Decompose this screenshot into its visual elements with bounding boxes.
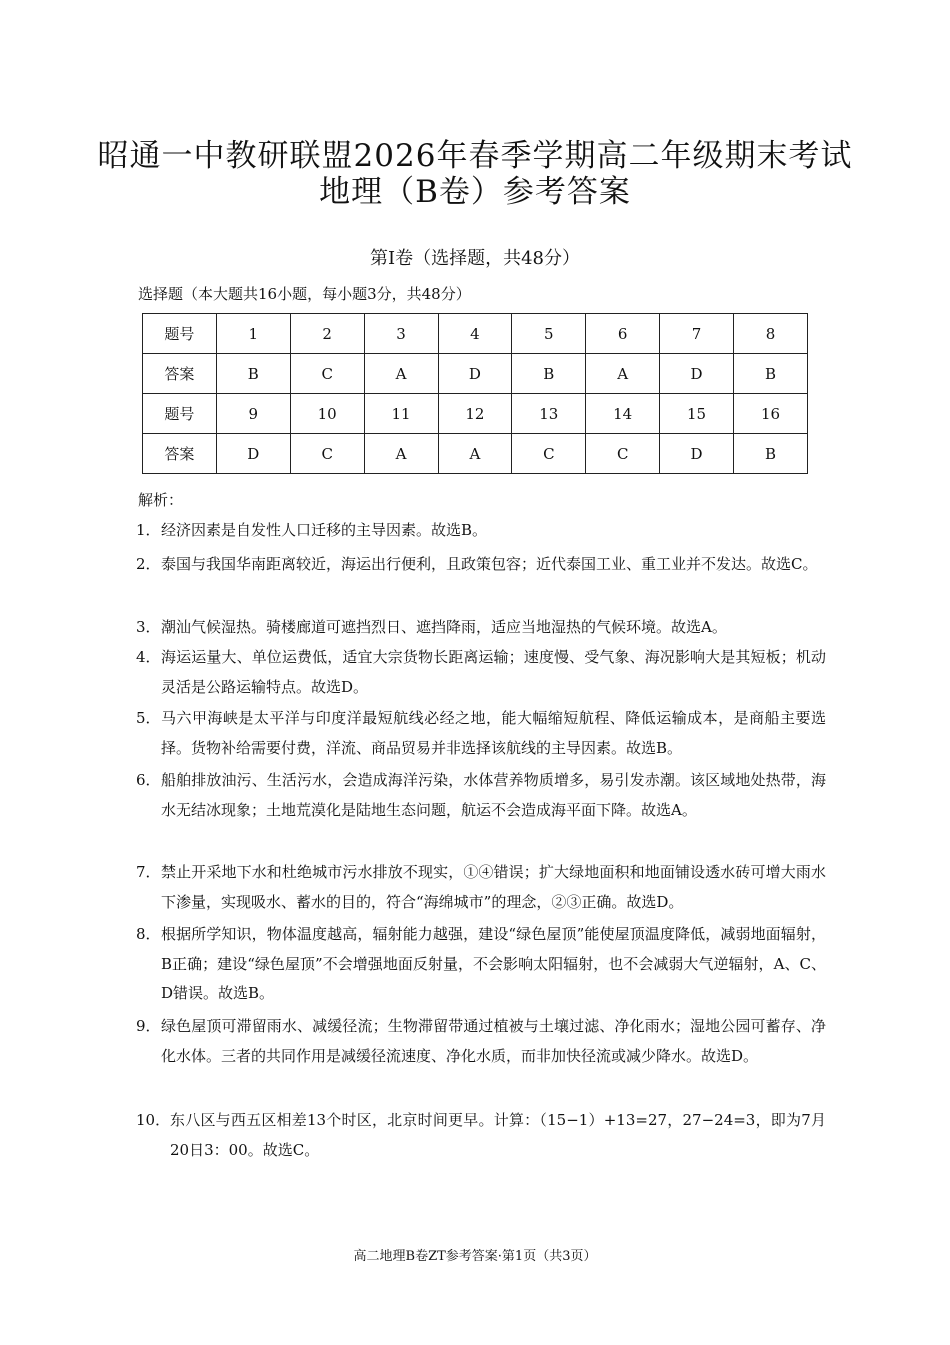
table-cell: D bbox=[660, 354, 734, 394]
exam-title: 昭通一中教研联盟2026年春季学期高二年级期末考试 bbox=[97, 138, 853, 174]
table-cell: 1 bbox=[216, 314, 290, 354]
analysis-item bbox=[136, 704, 826, 763]
table-cell: 10 bbox=[290, 394, 364, 434]
table-cell: 11 bbox=[364, 394, 438, 434]
table-cell: D bbox=[216, 434, 290, 474]
exam-subtitle: 地理（B卷）参考答案 bbox=[319, 174, 631, 210]
item-number: 3． bbox=[136, 618, 161, 636]
analysis-item bbox=[136, 550, 826, 580]
answer-table bbox=[142, 313, 808, 474]
table-cell: B bbox=[216, 354, 290, 394]
table-row bbox=[143, 434, 808, 474]
table-cell: D bbox=[438, 354, 512, 394]
table-cell: C bbox=[290, 434, 364, 474]
analysis-heading: 解析： bbox=[138, 491, 184, 509]
analysis-item bbox=[136, 766, 826, 825]
table-cell: 7 bbox=[660, 314, 734, 354]
item-text: 根据所学知识，物体温度越高，辐射能力越强，建设“绿色屋顶”能使屋顶温度降低，减弱地面辐射，B正确；建设“绿色屋顶”不会增强地面反射量，不会影响太阳辐射，也不会减弱大气逆辐射，A、C、D错误。故选B。 bbox=[161, 925, 826, 1002]
table-cell: 5 bbox=[512, 314, 586, 354]
table-cell: 9 bbox=[216, 394, 290, 434]
item-number: 9． bbox=[136, 1017, 161, 1035]
item-number: 10． bbox=[136, 1111, 171, 1129]
analysis-item bbox=[136, 613, 826, 643]
table-cell: B bbox=[734, 434, 808, 474]
table-cell: 16 bbox=[734, 394, 808, 434]
table-cell: B bbox=[512, 354, 586, 394]
table-cell: 题号 bbox=[143, 394, 217, 434]
table-cell: C bbox=[586, 434, 660, 474]
table-cell: A bbox=[364, 354, 438, 394]
analysis-item bbox=[136, 920, 826, 1009]
table-cell: 13 bbox=[512, 394, 586, 434]
table-cell: 2 bbox=[290, 314, 364, 354]
table-cell: 6 bbox=[586, 314, 660, 354]
item-text: 船舶排放油污、生活污水，会造成海洋污染，水体营养物质增多，易引发赤潮。该区域地处热带，海水无结冰现象；土地荒漠化是陆地生态问题，航运不会造成海平面下降。故选A。 bbox=[161, 771, 826, 819]
analysis-item bbox=[136, 858, 826, 917]
item-text: 海运运量大、单位运费低，适宜大宗货物长距离运输；速度慢、受气象、海况影响大是其短板；机动灵活是公路运输特点。故选D。 bbox=[161, 648, 826, 696]
analysis-item bbox=[136, 1106, 826, 1165]
table-cell: B bbox=[734, 354, 808, 394]
item-number: 1． bbox=[136, 521, 161, 539]
analysis-item bbox=[136, 1012, 826, 1071]
table-cell: 4 bbox=[438, 314, 512, 354]
item-number: 7． bbox=[136, 863, 161, 881]
table-cell: C bbox=[290, 354, 364, 394]
table-row bbox=[143, 354, 808, 394]
table-cell: C bbox=[512, 434, 586, 474]
analysis-item bbox=[136, 643, 826, 702]
analysis-item bbox=[136, 516, 826, 546]
item-text: 绿色屋顶可滞留雨水、减缓径流；生物滞留带通过植被与土壤过滤、净化雨水；湿地公园可蓄存、净化水体。三者的共同作用是减缓径流速度、净化水质，而非加快径流或减少降水。故选D。 bbox=[161, 1017, 826, 1065]
table-cell: A bbox=[364, 434, 438, 474]
table-cell: 15 bbox=[660, 394, 734, 434]
table-cell: D bbox=[660, 434, 734, 474]
section-intro: 选择题（本大题共16小题，每小题3分，共48分） bbox=[138, 285, 471, 303]
table-row bbox=[143, 314, 808, 354]
item-number: 2． bbox=[136, 555, 161, 573]
item-text: 马六甲海峡是太平洋与印度洋最短航线必经之地，能大幅缩短航程、降低运输成本，是商船主要选择。货物补给需要付费，洋流、商品贸易并非选择该航线的主导因素。故选B。 bbox=[161, 709, 826, 757]
table-cell: A bbox=[586, 354, 660, 394]
item-number: 8． bbox=[136, 925, 161, 943]
table-cell: 答案 bbox=[143, 434, 217, 474]
table-cell: 3 bbox=[364, 314, 438, 354]
table-cell: 14 bbox=[586, 394, 660, 434]
page-footer: 高二地理B卷ZT参考答案·第1页（共3页） bbox=[353, 1249, 597, 1264]
table-row bbox=[143, 394, 808, 434]
table-cell: 8 bbox=[734, 314, 808, 354]
item-text: 潮汕气候湿热。骑楼廊道可遮挡烈日、遮挡降雨，适应当地湿热的气候环境。故选A。 bbox=[161, 618, 727, 636]
item-text: 禁止开采地下水和杜绝城市污水排放不现实，①④错误；扩大绿地面积和地面铺设透水砖可增大雨水下渗量，实现吸水、蓄水的目的，符合“海绵城市”的理念，②③正确。故选D。 bbox=[161, 863, 826, 911]
item-text: 东八区与西五区相差13个时区，北京时间更早。计算：（15−1）+13=27，27−24=3，即为7月20日3：00。故选C。 bbox=[170, 1111, 826, 1159]
item-number: 4． bbox=[136, 648, 161, 666]
table-cell: 12 bbox=[438, 394, 512, 434]
table-cell: A bbox=[438, 434, 512, 474]
item-text: 泰国与我国华南距离较近，海运出行便利，且政策包容；近代泰国工业、重工业并不发达。故选C。 bbox=[161, 555, 818, 573]
item-number: 5． bbox=[136, 709, 161, 727]
item-number: 6． bbox=[136, 771, 161, 789]
item-text: 经济因素是自发性人口迁移的主导因素。故选B。 bbox=[161, 521, 488, 539]
table-cell: 答案 bbox=[143, 354, 217, 394]
section-title: 第Ⅰ卷（选择题，共48分） bbox=[369, 248, 580, 269]
table-cell: 题号 bbox=[143, 314, 217, 354]
